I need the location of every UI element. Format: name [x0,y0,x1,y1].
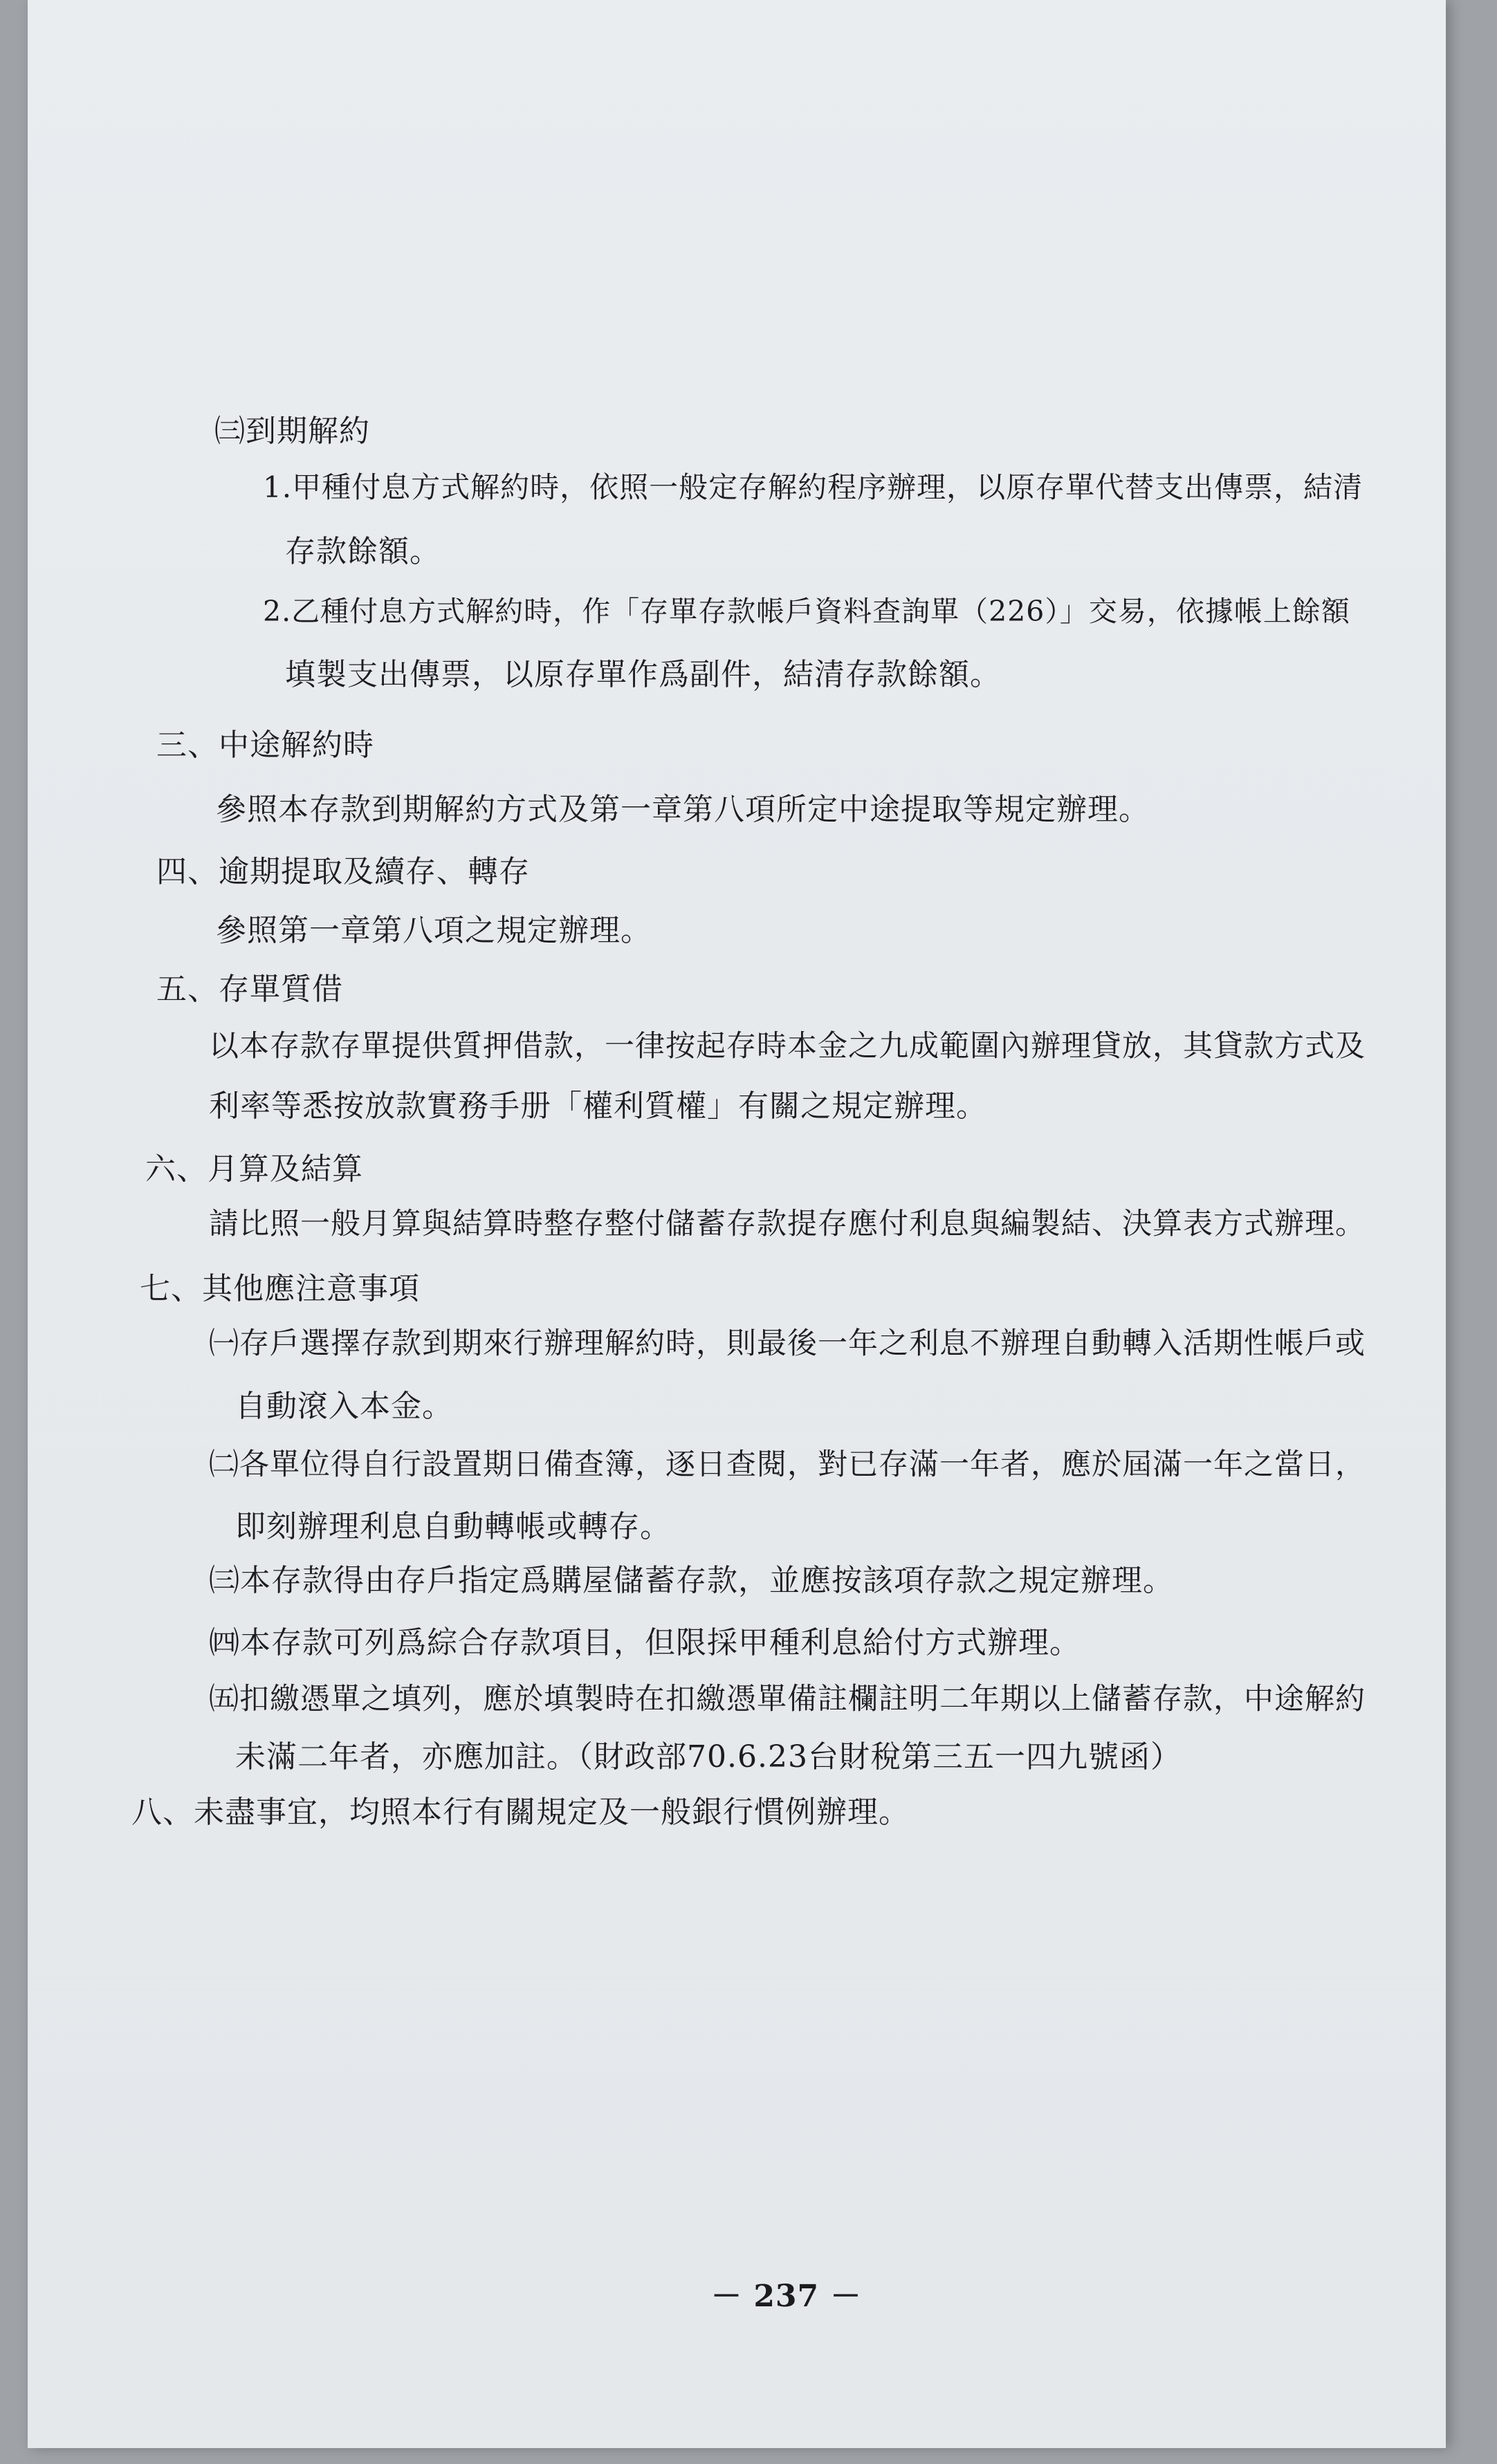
section-6-body: 請比照一般月算與結算時整存整付儲蓄存款提存應付利息與編製結、決算表方式辦理。 [209,1207,1366,1241]
section-5-heading: 五、存單質借 [156,972,343,1007]
section-5-body-line-2: 利率等悉按放款實務手册「權利質權」有關之規定辦理。 [209,1089,987,1124]
section-7-item-3: ㈢本存款得由存戶指定爲購屋儲蓄存款，並應按該項存款之規定辦理。 [209,1563,1174,1598]
document-page [28,0,1446,2448]
section-7-heading: 七、其他應注意事項 [140,1271,420,1306]
item-2-line-2: 填製支出傳票，以原存單作爲副件，結清存款餘額。 [285,657,1001,692]
section-7-item-5-line-1: ㈤扣繳憑單之填列，應於填製時在扣繳憑單備註欄註明二年期以上儲蓄存款，中途解約 [209,1682,1366,1716]
section-7-item-4: ㈣本存款可列爲綜合存款項目，但限採甲種利息給付方式辦理。 [209,1625,1081,1660]
page-number: － 237 － [711,2279,862,2314]
section-3-body: 參照本存款到期解約方式及第一章第八項所定中途提取等規定辦理。 [216,792,1150,827]
section-7-item-2-line-2: 即刻辦理利息自動轉帳或轉存。 [235,1509,671,1544]
section-7-item-5-line-2: 未滿二年者，亦應加註。（財政部70.6.23台財稅第三五一四九號函） [235,1739,1182,1775]
section-4-heading: 四、逾期提取及續存、轉存 [156,854,530,889]
section-7-item-2-line-1: ㈡各單位得自行設置期日備查簿，逐日查閱，對已存滿一年者，應於屆滿一年之當日， [209,1447,1366,1482]
subsection-heading-maturity-termination: ㈢到期解約 [214,414,370,449]
item-1-line-2: 存款餘額。 [285,534,441,569]
section-7-item-1-line-1: ㈠存戶選擇存款到期來行辦理解約時，則最後一年之利息不辦理自動轉入活期性帳戶或 [209,1326,1366,1361]
section-6-heading: 六、月算及結算 [145,1151,363,1187]
section-8: 八、未盡事宜，均照本行有關規定及一般銀行慣例辦理。 [131,1795,910,1830]
section-3-heading: 三、中途解約時 [156,728,374,763]
item-2-line-1: 2.乙種付息方式解約時，作「存單存款帳戶資料查詢單（226）」交易，依據帳上餘額 [263,595,1350,628]
section-4-body: 參照第一章第八項之規定辦理。 [216,913,652,948]
item-1-line-1: 1.甲種付息方式解約時，依照一般定存解約程序辦理，以原存單代替支出傳票，結清 [263,470,1363,504]
section-5-body-line-1: 以本存款存單提供質押借款，一律按起存時本金之九成範圍內辦理貸放，其貸款方式及 [209,1029,1366,1064]
section-7-item-1-line-2: 自動滾入本金。 [235,1389,453,1424]
